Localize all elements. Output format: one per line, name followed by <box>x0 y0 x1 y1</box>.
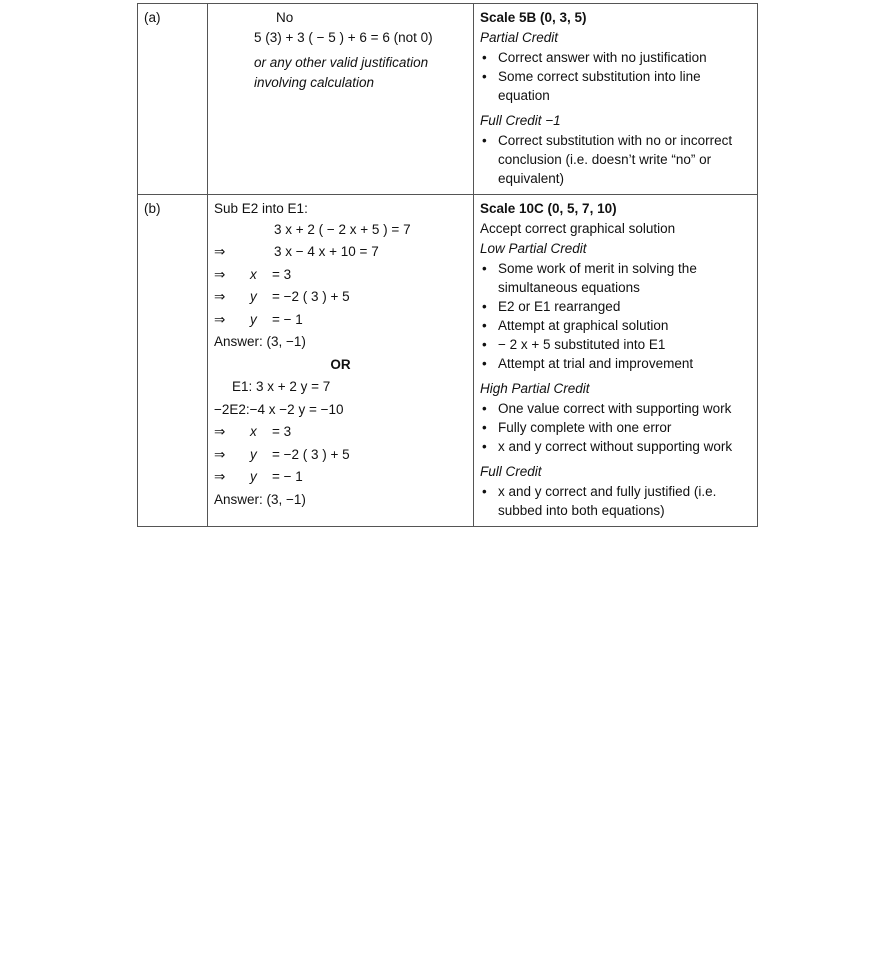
step-rhs: = 3 <box>272 424 292 439</box>
credit-list <box>480 131 751 188</box>
note-line: involving calculation <box>254 74 375 90</box>
answer-word: No <box>276 10 294 25</box>
list-item: • One value correct with supporting work <box>480 399 751 418</box>
implies-symbol: ⇒ <box>214 424 226 439</box>
marking-scheme-table <box>137 3 758 527</box>
list-item: • x and y correct and fully justified (i.e. subbed into both equations) <box>480 482 751 520</box>
solution-cell <box>208 4 474 195</box>
step-rhs: = − 1 <box>272 469 303 484</box>
step-variable: y <box>250 469 257 484</box>
credit-title: Full Credit −1 <box>480 113 561 128</box>
equation: 3 x − 4 x + 10 = 7 <box>274 244 379 259</box>
credit-title: High Partial Credit <box>480 381 590 396</box>
step-variable: x <box>250 424 257 439</box>
calculation: 5 (3) + 3 ( − 5 ) + 6 = 6 (not 0) <box>254 29 433 45</box>
step-rhs: = −2 ( 3 ) + 5 <box>272 446 350 462</box>
credit-list <box>480 399 751 456</box>
implies-symbol: ⇒ <box>214 311 226 327</box>
list-item: • Correct answer with no justification <box>480 48 751 67</box>
or-divider <box>214 354 467 377</box>
answer-line: Answer: (3, −1) <box>214 334 306 349</box>
credit-list <box>480 48 751 105</box>
step-rhs: = 3 <box>272 266 292 282</box>
note-line: or any other valid justification <box>254 55 429 70</box>
step-row <box>214 264 467 287</box>
implies-symbol: ⇒ <box>214 469 226 484</box>
or-label: OR <box>330 356 351 372</box>
accept-note: Accept correct graphical solution <box>480 221 676 236</box>
part-label-cell <box>138 195 208 527</box>
part-label-cell <box>138 4 208 195</box>
credit-list <box>480 482 751 520</box>
step-variable: x <box>250 266 257 282</box>
step-row <box>214 421 467 444</box>
step-variable: y <box>250 289 257 304</box>
list-item: • Fully complete with one error <box>480 418 751 437</box>
credit-list <box>480 259 751 373</box>
step-rhs: = −2 ( 3 ) + 5 <box>272 289 350 304</box>
step-row <box>214 286 467 309</box>
equation: E1: 3 x + 2 y = 7 <box>232 379 331 394</box>
list-item: • E2 or E1 rearranged <box>480 297 751 316</box>
credit-title: Low Partial Credit <box>480 241 587 256</box>
answer-line: Answer: (3, −1) <box>214 491 306 507</box>
list-item: • Some work of merit in solving the simultaneous equations <box>480 259 751 297</box>
row-part-a <box>138 4 758 195</box>
part-label: (a) <box>144 10 161 25</box>
equation: −2E2:−4 x −2 y = −10 <box>214 401 344 417</box>
scale-heading: Scale 5B (0, 3, 5) <box>480 10 587 25</box>
implies-symbol: ⇒ <box>214 244 226 259</box>
list-item: • − 2 x + 5 substituted into E1 <box>480 335 751 354</box>
step-row <box>214 466 467 489</box>
credit-title: Full Credit <box>480 464 542 479</box>
implies-symbol: ⇒ <box>214 446 226 462</box>
list-item: • Correct substitution with no or incorrect conclusion (i.e. doesn’t write “no” or equivalent) <box>480 131 751 188</box>
implies-symbol: ⇒ <box>214 289 226 304</box>
list-item: • Attempt at graphical solution <box>480 316 751 335</box>
step-row <box>214 444 467 467</box>
equation: 3 x + 2 ( − 2 x + 5 ) = 7 <box>274 221 411 237</box>
marking-cell <box>474 195 758 527</box>
intro-text: Sub E2 into E1: <box>214 201 308 216</box>
step-variable: y <box>250 311 257 327</box>
implies-symbol: ⇒ <box>214 266 226 282</box>
list-item: • x and y correct without supporting work <box>480 437 751 456</box>
scale-heading: Scale 10C (0, 5, 7, 10) <box>480 201 617 216</box>
solution-cell <box>208 195 474 527</box>
list-item: • Attempt at trial and improvement <box>480 354 751 373</box>
row-part-b <box>138 195 758 527</box>
part-label: (b) <box>144 201 161 216</box>
credit-title: Partial Credit <box>480 30 559 45</box>
step-rhs: = − 1 <box>272 311 303 327</box>
list-item: • Some correct substitution into line equation <box>480 67 751 105</box>
marking-cell <box>474 4 758 195</box>
step-row <box>214 309 467 332</box>
step-variable: y <box>250 446 257 462</box>
